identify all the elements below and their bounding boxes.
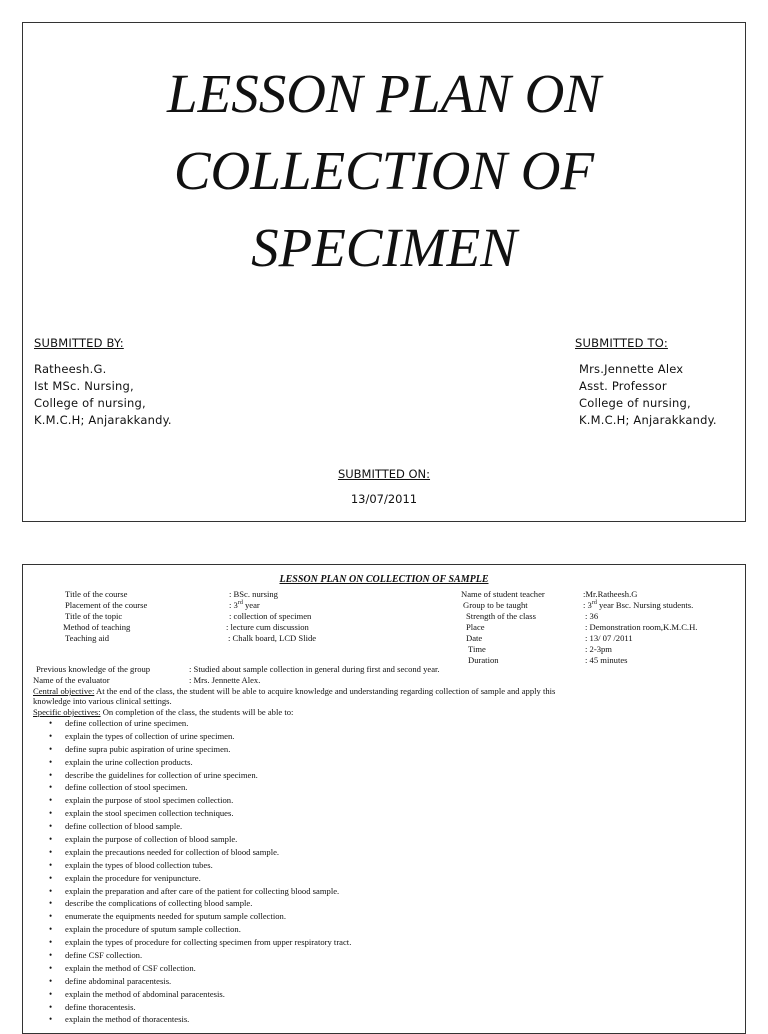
submitted-to-block (575, 335, 717, 429)
submitted-to-line: Asst. Professor (579, 379, 667, 393)
info-label: Name of student teacher (461, 589, 545, 599)
list-item: • define abdominal paracentesis. (65, 976, 351, 989)
info-label: Placement of the course (65, 600, 148, 610)
specific-objectives-text: On completion of the class, the students will be able to: (100, 707, 294, 717)
info-value: : 2-3pm (585, 644, 612, 654)
info-value: : BSc. nursing (229, 589, 278, 599)
info-value: : 3rd year (229, 600, 260, 610)
list-item: • enumerate the equipments needed for sputum sample collection. (65, 911, 351, 924)
list-item: • define thoracentesis. (65, 1002, 351, 1015)
info-row-time (461, 644, 745, 655)
info-label: Place (466, 622, 485, 632)
list-item: • describe the complications of collecting blood sample. (65, 898, 351, 911)
cover-title-line: SPECIMEN (251, 217, 517, 278)
central-objective-label: Central objective: (33, 686, 95, 696)
submitted-on-heading: SUBMITTED ON: (337, 467, 431, 481)
list-item: • explain the procedure for venipuncture. (65, 873, 351, 886)
submitted-to-line: College of nursing, (579, 396, 691, 410)
list-item: • explain the precautions needed for collection of blood sample. (65, 847, 351, 860)
central-objective-text: At the end of the class, the student will be able to acquire knowledge and understanding regarding collection of sample and apply this (94, 686, 556, 696)
list-item: • define collection of stool specimen. (65, 782, 351, 795)
list-item: • define CSF collection. (65, 950, 351, 963)
lesson-plan-page (22, 564, 746, 1034)
submitted-on-date: 13/07/2011 (350, 492, 418, 506)
info-label: Teaching aid (65, 633, 110, 643)
evaluator-value: : Mrs. Jennette Alex. (189, 675, 261, 685)
info-row-place (461, 622, 745, 633)
info-value: : 45 minutes (585, 655, 628, 665)
list-item: • explain the types of procedure for collecting specimen from upper respiratory tract. (65, 937, 351, 950)
specific-objectives-label: Specific objectives: (33, 707, 101, 717)
submitted-by-block (34, 335, 172, 429)
submitted-to-line: Mrs.Jennette Alex (579, 362, 684, 376)
info-row-course-title (23, 589, 423, 600)
list-item: • explain the types of collection of urine specimen. (65, 731, 351, 744)
evaluator-label: Name of the evaluator (33, 675, 110, 685)
previous-knowledge-value: : Studied about sample collection in general during first and second year. (189, 664, 440, 674)
list-item: • explain the purpose of stool specimen collection. (65, 795, 351, 808)
info-label: Method of teaching (63, 622, 131, 632)
specific-objectives (33, 707, 735, 718)
info-row-topic (23, 611, 423, 622)
info-label: Title of the topic (65, 611, 123, 621)
submitted-by-line: College of nursing, (34, 396, 146, 410)
submitted-by-line: K.M.C.H; Anjarakkandy. (34, 413, 172, 427)
info-value: : 3rd year Bsc. Nursing students. (583, 600, 694, 610)
submitted-by-heading: SUBMITTED BY: (34, 336, 124, 350)
submitted-to-line: K.M.C.H; Anjarakkandy. (579, 413, 717, 427)
info-value: : 13/ 07 /2011 (585, 633, 633, 643)
list-item: • explain the method of abdominal paracentesis. (65, 989, 351, 1002)
list-item: • explain the preparation and after care of the patient for collecting blood sample. (65, 886, 351, 899)
info-label: Title of the course (65, 589, 128, 599)
info-row-placement (23, 600, 423, 611)
list-item: • explain the procedure of sputum sample collection. (65, 924, 351, 937)
info-value: : Demonstration room,K.M.C.H. (585, 622, 698, 632)
submitted-by-line: Ist MSc. Nursing, (34, 379, 134, 393)
submitted-to-heading: SUBMITTED TO: (575, 336, 668, 350)
info-row-duration (461, 655, 745, 666)
info-value: : lecture cum discussion (226, 622, 309, 632)
list-item: • explain the types of blood collection tubes. (65, 860, 351, 873)
cover-title-line: COLLECTION OF (173, 140, 595, 201)
list-item: • explain the purpose of collection of blood sample. (65, 834, 351, 847)
info-row-group (461, 600, 745, 611)
central-objective-cont (33, 696, 735, 707)
objectives-list (35, 718, 351, 1027)
cover-page (22, 22, 746, 522)
cover-title (23, 55, 745, 286)
info-value: : collection of specimen (229, 611, 312, 621)
list-item: • explain the method of thoracentesis. (65, 1014, 351, 1027)
info-row-student-teacher (461, 589, 745, 600)
info-value: :Mr.Ratheesh.G (583, 589, 638, 599)
info-label: Date (466, 633, 483, 643)
info-row-method (23, 622, 423, 633)
info-value: : Chalk board, LCD Slide (228, 633, 317, 643)
lesson-plan-heading: LESSON PLAN ON COLLECTION OF SAMPLE (279, 574, 489, 585)
info-value: : 36 (585, 611, 599, 621)
submitted-on-block (23, 466, 745, 508)
list-item: • define collection of blood sample. (65, 821, 351, 834)
list-item: • explain the stool specimen collection techniques. (65, 808, 351, 821)
info-label: Group to be taught (463, 600, 528, 610)
submitted-by-line: Ratheesh.G. (34, 362, 107, 376)
previous-knowledge-label: Previous knowledge of the group (36, 664, 151, 674)
list-item: • explain the method of CSF collection. (65, 963, 351, 976)
list-item: • define collection of urine specimen. (65, 718, 351, 731)
central-objective-text: knowledge into various clinical settings. (33, 696, 172, 706)
list-item: • describe the guidelines for collection of urine specimen. (65, 770, 351, 783)
info-label: Duration (468, 655, 499, 665)
cover-title-line: LESSON PLAN ON (167, 63, 601, 124)
info-row-strength (461, 611, 745, 622)
info-row-teaching-aid (23, 633, 423, 644)
info-label: Strength of the class (466, 611, 536, 621)
list-item: • explain the urine collection products. (65, 757, 351, 770)
info-row-date (461, 633, 745, 644)
info-label: Time (468, 644, 486, 654)
list-item: • define supra pubic aspiration of urine specimen. (65, 744, 351, 757)
